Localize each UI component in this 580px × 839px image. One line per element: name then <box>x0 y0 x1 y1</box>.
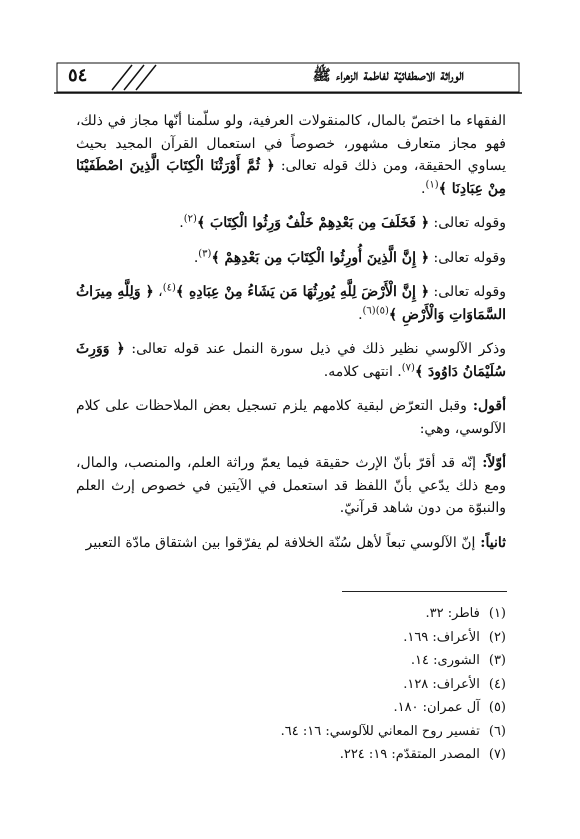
paragraph-text: . <box>193 249 199 266</box>
header-slash <box>136 65 156 90</box>
paragraph-text: وقوله تعالى: <box>429 284 507 300</box>
footnote-text: فاطر: ٣٢. <box>425 606 480 621</box>
footnotes-list <box>180 602 506 767</box>
footnote <box>180 673 506 697</box>
paragraph-text: وقبل التعرّض لبقية كلامهم يلزم تسجيل بعض الملاحظات على كلام الآلوسي، وهي: <box>76 398 506 437</box>
paragraph-text: . <box>179 215 184 231</box>
paragraph <box>76 532 506 555</box>
paragraph-lead: أقول: <box>466 398 506 414</box>
footnote-separator <box>342 591 507 592</box>
footnote-ref: (٤) <box>162 282 176 294</box>
footnote-ref: (١) <box>425 178 439 190</box>
quran-verse: إِنَّ الْأَرْضَ لِلَّهِ يُورِثُهَا مَن يَشَاءُ مِنْ عِبَادِهِ <box>184 284 421 300</box>
verse-bracket: ﴿ <box>266 158 275 174</box>
paragraph-text: وذكر الآلوسي نظير ذلك في ذيل سورة النمل عند قوله تعالى: <box>124 341 506 357</box>
footnote <box>180 743 506 767</box>
footnote <box>180 626 506 650</box>
paragraph-text: الفقهاء ما اختصّ بالمال، كالمنقولات العرفية، ولو سلّمنا أنّها مجاز في ذلك، فهو مجاز متعارف مشهور، خصوصاً في استعمال القرآن المجيد بحيث يساوي الحقيقة، ومن ذلك قوله تعالى: <box>76 113 506 174</box>
footnote-number: (٢) <box>488 629 506 645</box>
paragraph <box>76 247 506 270</box>
paragraph <box>76 110 506 200</box>
paragraph-lead: ثانياً: <box>475 534 506 551</box>
body-text <box>76 110 506 566</box>
footnote-number: (١) <box>488 606 506 621</box>
footnote-ref: (٣) <box>198 247 212 259</box>
verse-bracket: ﴾ <box>196 215 206 231</box>
footnote <box>180 720 506 744</box>
quran-verse: وَوَرِثَ سُلَيْمَانُ دَاوُودَ <box>76 341 506 380</box>
paragraph-text: إنّه قد أقرّ بأنّ الإرث حقيقة فيما يعمّ وراثة العلم، والمنصب، والمال، ومع ذلك يدّعي بأنّ اللفظ قد استعمل في الآيتين في خصوص إرث العلم والنبوّة من دون شاهد قرآنيّ. <box>76 455 506 516</box>
verse-bracket: ﴾ <box>388 306 398 323</box>
verse-bracket: ﴿ <box>420 284 430 300</box>
paragraph <box>76 452 506 520</box>
footnote <box>180 649 506 673</box>
quran-verse: ثُمَّ أَوْرَثْنَا الْكِتَابَ الَّذِينَ اصْطَفَيْنَا مِنْ عِبَادِنَا <box>76 158 506 197</box>
verse-bracket: ﴿ <box>116 341 125 357</box>
footnote-number: (٧) <box>488 747 506 762</box>
paragraph-text: . <box>358 306 363 323</box>
footnote-text: الأعراف: ١٦٩. <box>403 629 480 645</box>
paragraph <box>76 338 506 383</box>
quran-verse: فَخَلَفَ مِن بَعْدِهِمْ خَلْفٌ وَرِثُوا الْكِتَابَ <box>205 215 421 231</box>
running-title: الوراثة الاصطفائيّة لفاطمة الزهراء ﷺ <box>312 66 464 84</box>
footnote-ref: (٥) <box>375 304 389 316</box>
header-slash <box>124 65 144 90</box>
paragraph-text: . <box>421 180 426 197</box>
page-number: ٥٤ <box>68 65 88 86</box>
paragraph <box>76 212 506 235</box>
verse-bracket: ﴿ <box>420 249 430 266</box>
footnote-text: المصدر المتقدّم: ١٩: ٢٢٤. <box>339 747 480 762</box>
paragraph-text: ، <box>153 284 163 300</box>
paragraph-text: وقوله تعالى: <box>429 215 506 231</box>
verse-bracket: ﴿ <box>145 284 154 300</box>
verse-bracket: ﴾ <box>211 249 220 266</box>
quran-verse: وَلِلَّهِ مِيرَاثُ السَّمَاوَاتِ وَالْأَرْضِ <box>76 284 506 323</box>
footnote-ref: (٢) <box>183 213 197 225</box>
verse-bracket: ﴿ <box>420 215 430 231</box>
paragraph-text: وقوله تعالى: <box>429 249 506 266</box>
footnote-text: تفسير روح المعاني للآلوسي: ١٦: ٦٤. <box>280 723 480 739</box>
footnote-ref: (٧) <box>401 361 415 373</box>
paragraph <box>76 395 506 440</box>
paragraph <box>76 281 506 326</box>
footnote-ref: (٦) <box>362 304 376 316</box>
footnote-number: (٦) <box>488 723 506 739</box>
verse-bracket: ﴾ <box>414 363 424 380</box>
paragraph-lead: أوّلاً: <box>476 455 506 471</box>
footnote <box>180 696 506 720</box>
footnote-number: (٤) <box>488 676 506 692</box>
paragraph-text: إنّ الآلوسي تبعاً لأهل سُنّة الخلافة لم يفرّقوا بين اشتقاق مادّة التعبير <box>85 534 476 551</box>
verse-bracket: ﴾ <box>438 180 447 197</box>
footnote-number: (٣) <box>488 653 506 668</box>
footnote <box>180 602 506 626</box>
quran-verse: إِنَّ الَّذِينَ أُورِثُوا الْكِتَابَ مِن بَعْدِهِمْ <box>219 249 421 266</box>
paragraph-text: . انتهى كلامه. <box>323 363 402 380</box>
header-slash <box>112 65 132 90</box>
footnote-text: الشورى: ١٤. <box>410 653 480 668</box>
footnote-number: (٥) <box>488 700 506 715</box>
footnote-text: الأعراف: ١٢٨. <box>403 676 480 692</box>
verse-bracket: ﴾ <box>175 284 185 300</box>
footnote-text: آل عمران: ١٨٠. <box>393 700 480 715</box>
running-header <box>54 62 522 98</box>
